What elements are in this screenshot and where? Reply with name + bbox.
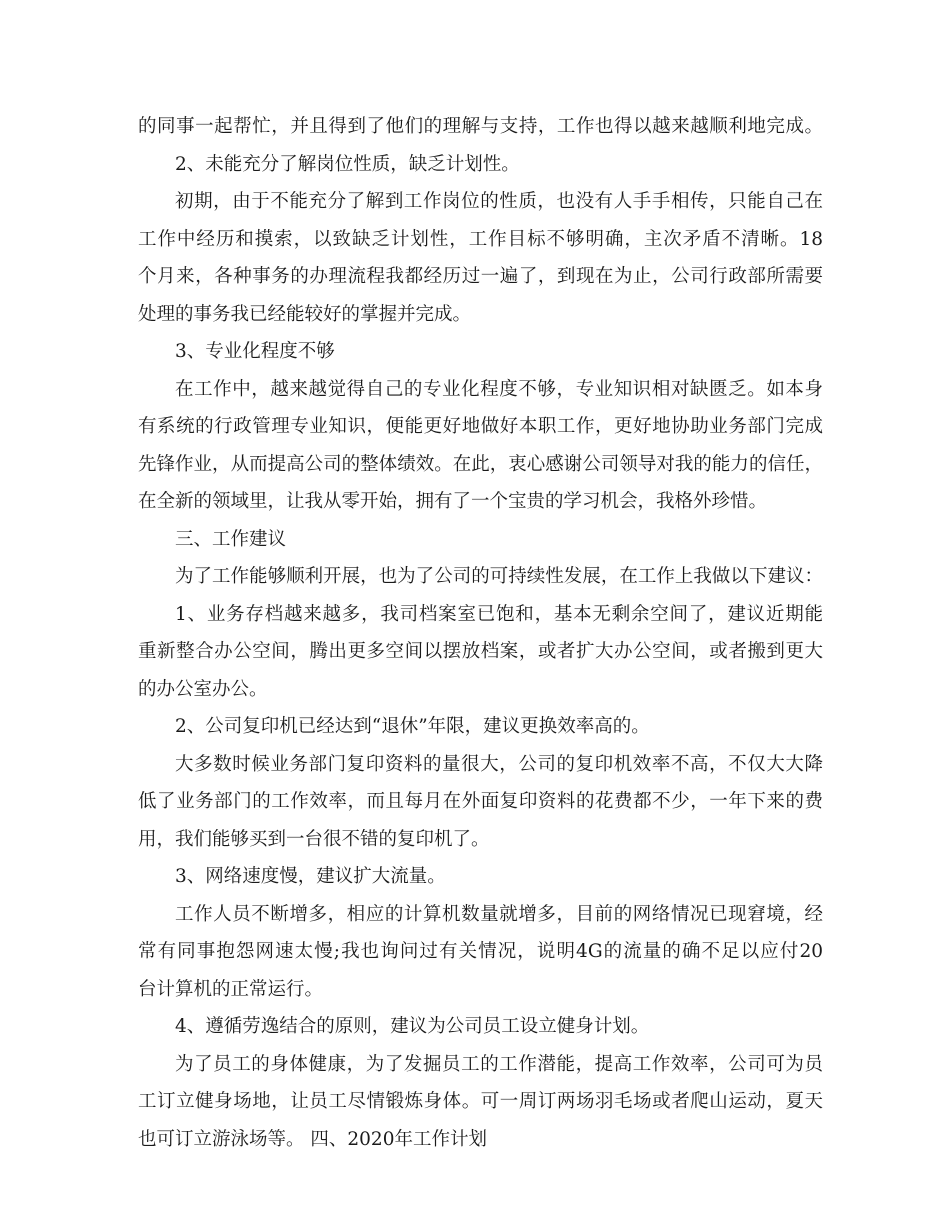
text-line: 4、遵循劳逸结合的原则，建议为公司员工设立健身计划。 [175, 1016, 650, 1037]
text-line: 3、网络速度慢，建议扩大流量。 [175, 866, 446, 887]
document-page [138, 108, 823, 1158]
text-line: 的同事一起帮忙，并且得到了他们的理解与支持，工作也得以越来越顺利地完成。 [138, 116, 823, 137]
text-line: 工作中经历和摸索，以致缺乏计划性，工作目标不够明确，主次矛盾不清晰。18 [138, 228, 823, 250]
text-line: 为了工作能够顺利开展，也为了公司的可持续性发展，在工作上我做以下建议： [175, 566, 823, 587]
text-line: 常有同事抱怨网速太慢;我也询问过有关情况，说明4G的流量的确不足以应付20 [138, 941, 823, 962]
text-line: 也可订立游泳场等。 四、2020年工作计划 [138, 1128, 487, 1150]
text-line: 台计算机的正常运行。 [138, 978, 324, 1000]
text-line: 先锋作业，从而提高公司的整体绩效。在此，衷心感谢公司领导对我的能力的信任， [138, 453, 823, 475]
text-line: 重新整合办公空间，腾出更多空间以摆放档案，或者扩大办公空间，或者搬到更大 [138, 641, 823, 662]
text-line: 2、公司复印机已经达到“退休”年限，建议更换效率高的。 [175, 716, 650, 737]
text-line: 处理的事务我已经能较好的掌握并完成。 [138, 303, 472, 325]
text-line: 工订立健身场地，让员工尽情锻炼身体。可一周订两场羽毛场或者爬山运动，夏天 [138, 1091, 823, 1112]
text-line: 2、未能充分了解岗位性质，缺乏计划性。 [175, 153, 520, 175]
text-line: 3、专业化程度不够 [175, 341, 335, 362]
text-line: 在工作中，越来越觉得自己的专业化程度不够，专业知识相对缺匮乏。如本身 [175, 378, 823, 400]
text-line: 大多数时候业务部门复印资料的量很大，公司的复印机效率不高，不仅大大降 [175, 753, 823, 775]
text-line: 为了员工的身体健康，为了发掘员工的工作潜能，提高工作效率，公司可为员 [175, 1053, 823, 1075]
text-line: 低了业务部门的工作效率，而且每月在外面复印资料的花费都不少，一年下来的费 [138, 791, 823, 812]
text-line: 个月来，各种事务的办理流程我都经历过一遍了，到现在为止，公司行政部所需要 [138, 266, 823, 287]
text-line: 1、业务存档越来越多，我司档案室已饱和，基本无剩余空间了，建议近期能 [175, 603, 823, 625]
text-line: 在全新的领域里，让我从零开始，拥有了一个宝贵的学习机会，我格外珍惜。 [138, 491, 768, 512]
text-line: 工作人员不断增多，相应的计算机数量就增多，目前的网络情况已现窘境，经 [175, 903, 823, 925]
text-line: 的办公室办公。 [138, 678, 268, 700]
text-line: 有系统的行政管理专业知识，便能更好地做好本职工作，更好地协助业务部门完成 [138, 416, 823, 437]
text-line: 三、工作建议 [175, 528, 287, 550]
text-line: 用，我们能够买到一台很不错的复印机了。 [138, 828, 490, 850]
text-line: 初期，由于不能充分了解到工作岗位的性质，也没有人手手相传，只能自己在 [175, 191, 823, 212]
